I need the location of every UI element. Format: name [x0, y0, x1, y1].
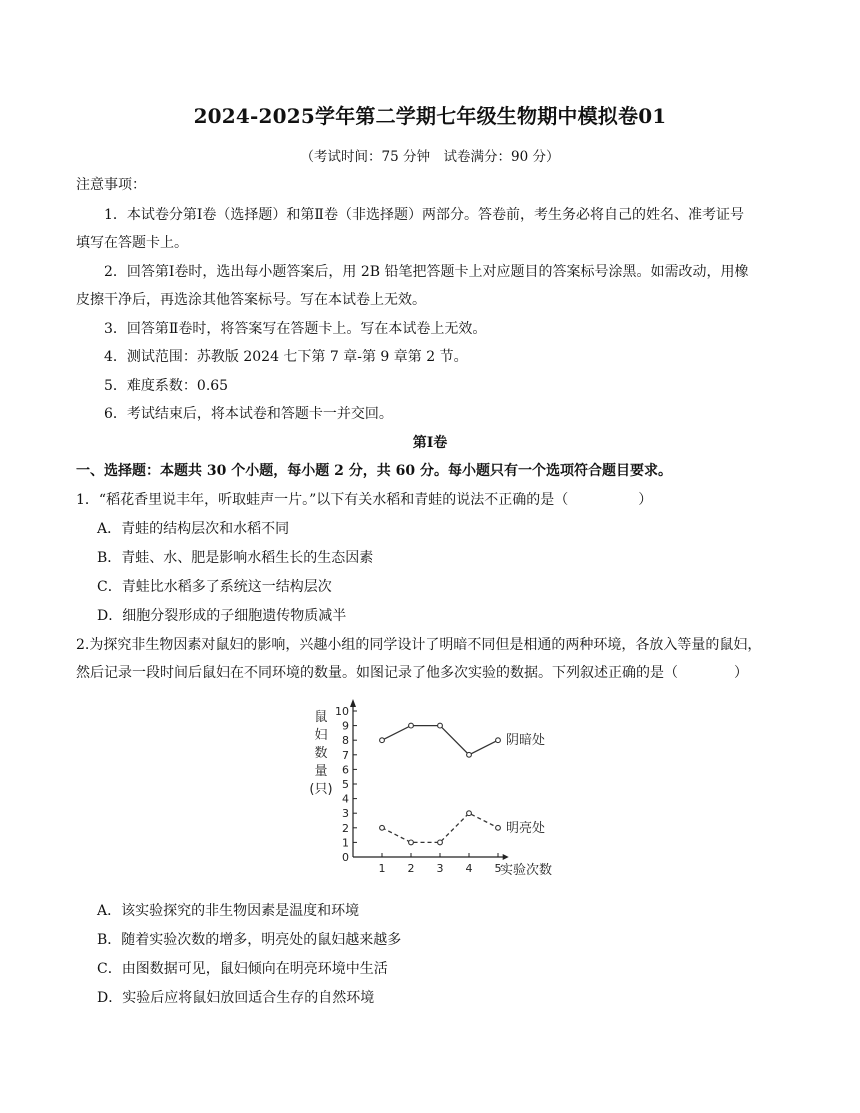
notice-line: 3．回答第Ⅱ卷时，将答案写在答题卡上。写在本试卷上无效。	[104, 321, 487, 337]
y-tick-label: 9	[342, 719, 349, 733]
series-line-bright	[382, 813, 498, 842]
data-point	[467, 811, 472, 816]
question-1-option-d: D．细胞分裂形成的子细胞遗传物质减半	[97, 608, 347, 624]
y-tick-label: 4	[342, 792, 349, 806]
question-2-option-c: C．由图数据可见，鼠妇倾向在明亮环境中生活	[97, 961, 388, 977]
question-1-option-b: B．青蛙、水、肥是影响水稻生长的生态因素	[97, 550, 374, 566]
woodlouse-count-chart	[305, 695, 575, 885]
y-axis-label-char: 数	[314, 746, 328, 761]
y-tick-label: 3	[342, 807, 349, 821]
question-1-option-a: A．青蛙的结构层次和水稻不同	[97, 521, 290, 537]
notice-line: 2．回答第Ⅰ卷时，选出每小题答案后，用 2B 铅笔把答题卡上对应题目的答案标号涂黑。如需改动，用橡	[104, 264, 749, 280]
y-tick-label: 6	[342, 763, 349, 777]
y-tick-label: 10	[335, 705, 349, 718]
x-tick-label: 3	[436, 862, 444, 875]
data-point	[380, 738, 385, 743]
data-point	[409, 723, 414, 728]
x-tick-label: 1	[378, 862, 386, 875]
section-title: 第Ⅰ卷	[412, 435, 448, 451]
exam-subtitle: （考试时间：75 分钟 试卷满分：90 分）	[300, 149, 560, 165]
y-tick-label: 7	[342, 748, 349, 762]
question-1-option-c: C．青蛙比水稻多了系统这一结构层次	[97, 579, 332, 595]
y-axis-label-char: 妇	[314, 728, 328, 743]
part-heading: 一、选择题：本题共 30 个小题，每小题 2 分，共 60 分。每小题只有一个选项符合题目要求。	[76, 463, 672, 479]
y-tick-label: 8	[342, 734, 349, 748]
y-axis-label-char: 鼠	[314, 710, 328, 725]
series-label: 阴暗处	[506, 733, 546, 749]
x-axis-label: 实验次数	[500, 863, 553, 878]
series-label: 明亮处	[506, 820, 546, 836]
notice-heading: 注意事项：	[76, 177, 146, 193]
exam-title: 2024-2025学年第二学期七年级生物期中模拟卷01	[193, 104, 667, 128]
y-axis-label-char: 量	[314, 764, 328, 779]
notice-line: 填写在答题卡上。	[76, 235, 188, 251]
x-tick-label: 4	[465, 862, 473, 875]
notice-line: 皮擦干净后，再选涂其他答案标号。写在本试卷上无效。	[76, 292, 426, 308]
notice-line: 1．本试卷分第Ⅰ卷（选择题）和第Ⅱ卷（非选择题）两部分。答卷前，考生务必将自己的姓名、准考证号	[104, 207, 744, 223]
notice-line: 6．考试结束后，将本试卷和答题卡一并交回。	[104, 406, 393, 422]
question-2-option-a: A．该实验探究的非生物因素是温度和环境	[97, 903, 360, 919]
question-2-stem-line: 然后记录一段时间后鼠妇在不同环境的数量。如图记录了他多次实验的数据。下列叙述正确的是（ ）	[76, 665, 748, 681]
series-line-dark	[382, 726, 498, 755]
x-tick-label: 5	[494, 862, 502, 875]
y-axis-arrow	[350, 699, 356, 707]
question-2-stem-line: 2.为探究非生物因素对鼠妇的影响，兴趣小组的同学设计了明暗不同但是相通的两种环境，各放入等量的鼠妇，	[76, 637, 762, 653]
data-point	[438, 840, 443, 845]
data-point	[496, 825, 501, 830]
x-tick-label: 2	[407, 862, 415, 875]
y-tick-label: 0	[342, 851, 349, 864]
x-axis-arrow	[503, 854, 509, 860]
y-axis-label-char: (只)	[309, 782, 333, 797]
y-tick-label: 1	[342, 836, 349, 850]
question-1-stem: 1．“稻花香里说丰年，听取蛙声一片。”以下有关水稻和青蛙的说法不正确的是（ ）	[76, 492, 653, 508]
notice-line: 5．难度系数：0.65	[104, 378, 229, 394]
y-tick-label: 2	[342, 821, 349, 835]
notice-line: 4．测试范围：苏教版 2024 七下第 7 章-第 9 章第 2 节。	[104, 349, 468, 365]
data-point	[409, 840, 414, 845]
question-2-option-d: D．实验后应将鼠妇放回适合生存的自然环境	[97, 990, 375, 1006]
y-tick-label: 5	[342, 778, 349, 791]
question-2-option-b: B．随着实验次数的增多，明亮处的鼠妇越来越多	[97, 932, 402, 948]
data-point	[467, 752, 472, 757]
data-point	[496, 738, 501, 743]
data-point	[380, 825, 385, 830]
data-point	[438, 723, 443, 728]
